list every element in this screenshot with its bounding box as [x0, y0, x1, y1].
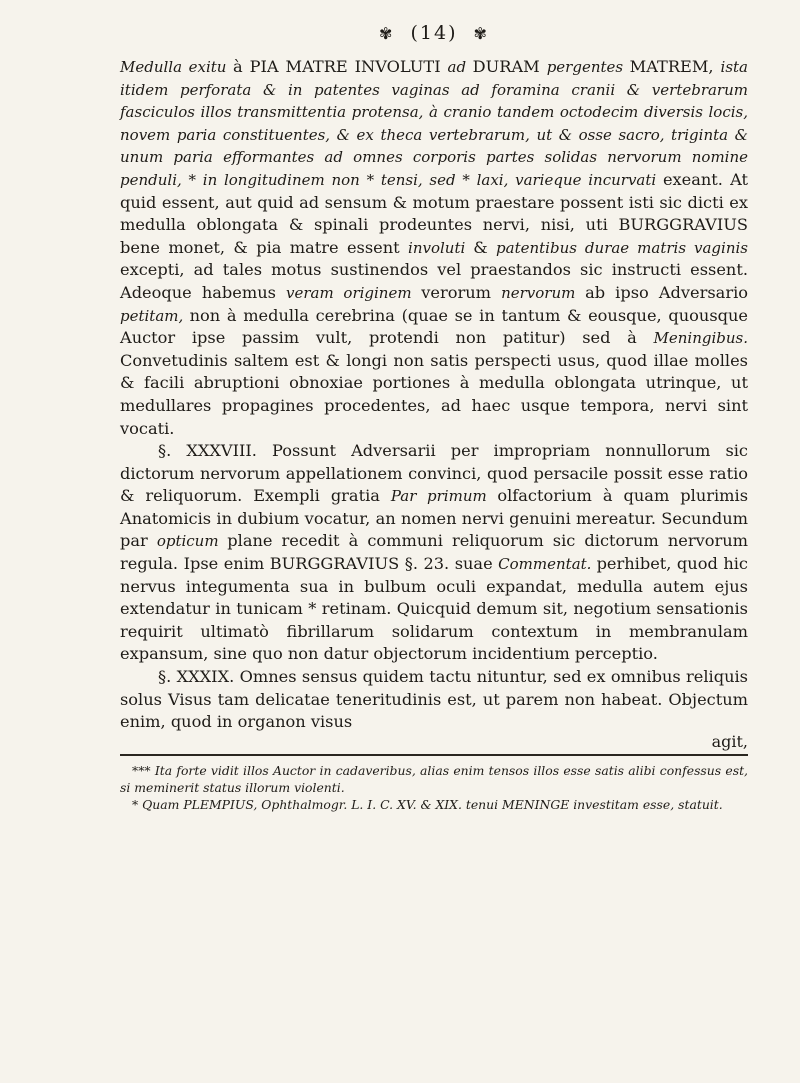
italic-run: patentibus durae matris vaginis [496, 238, 748, 257]
text-run: non à medulla cerebrina (quae se in tantum & eousque, quousque Auctor ipse passim vult, protendi non patitur) sed à [120, 305, 748, 348]
text-run: olfactorium à quam plurimis Anatomicis in dubium vocatur, an nomen nervi genuini mereatur. Secundum par [120, 486, 749, 551]
text-run: plane recedit à communi reliquorum sic dictorum nervorum regula. Ipse enim BURGGRAVIUS §. 23. suae [120, 531, 748, 574]
printer-ornament-icon: ✾ [473, 24, 489, 43]
text-run: MATREM, [629, 57, 721, 76]
italic-run: opticum [156, 532, 228, 551]
footnotes [120, 762, 748, 813]
italic-run: Meningibus. [653, 329, 748, 348]
text-run: §. XXXIX. Omnes sensus quidem tactu nituntur, sed ex omnibus reliquis solus Visus tam delicatae teneritudinis est, ut parem non habeat. Objectum enim, quod in organon visus [120, 667, 748, 732]
page-header [120, 22, 748, 56]
footnote-divider [120, 754, 748, 756]
italic-run: ista itidem perforata & in patentes vaginas ad foramina cranii & vertebrarum fasciculos illos transmittentia protensa, à cranio tandem octodecim diversis locis, novem paria constituentes, & ex theca vertebrarum, ut & osse sacro, triginta & unum paria efformantes ad omnes corporis partes solidas nervorum nomine penduli, * in longitudinem non * tensi, sed * laxi, varieque incurvati [120, 58, 748, 189]
text-run: & [473, 237, 497, 257]
italic-run: veram originem [286, 283, 422, 302]
footnote: * Quam PLEMPIUS, Ophthalmogr. L. I. C. XV. & XIX. tenui MENINGE investitam esse, statuit. [132, 796, 723, 812]
italic-run: ad [447, 58, 473, 76]
paragraph [120, 56, 748, 440]
italic-run: petitam, [120, 306, 190, 325]
italic-run: Medulla [120, 58, 183, 76]
section-paragraph [120, 440, 748, 666]
text-run: excepti, ad tales motus sustinendos vel praestandos sic instructi essent. Adeoque habemus [120, 260, 748, 302]
text-run: Convetudinis saltem est & longi non satis perspecti usus, quod illae molles & facili abruptioni obnoxiae portiones à medulla oblongata utrinque, ut medullares propagines procedentes, ad haec usque tempora, nervi sint vocati. [120, 350, 748, 438]
text-run: perhibet, quod hic nervus integumenta sua in bulbum oculi expandat, medulla autem ejus extendatur in tunicam * retinam. Quicquid demum sit, negotium sensationis requirit ultimatò fibrillarum solidarum contextum in membranulam expansum, sine quo non datur objectorum incidentium perceptio. [120, 554, 748, 664]
main-text [120, 56, 748, 734]
text-run: à PIA MATRE INVOLUTI [233, 57, 448, 76]
text-run: exeant. At quid essent, aut quid ad sensum & motum praestare possent isti sic dicti ex medulla oblongata & spinali prodeuntes nervi, nisi, uti BURGGRAVIUS bene monet, & pia matre essent [120, 169, 748, 257]
italic-run: Par primum [390, 487, 498, 506]
footnote: *** Ita forte vidit illos Auctor in cadaveribus, alias enim tensos illos esse satis alibi confessus est, si meminerit status illorum violenti. [120, 762, 748, 795]
text-run: DURAM [472, 57, 547, 76]
catchword: agit, [711, 731, 748, 751]
text-run: ab ipso Adversario [585, 282, 748, 302]
page-number: (14) [410, 22, 458, 44]
italic-run: involuti [408, 238, 474, 257]
italic-run: nervorum [501, 283, 586, 302]
italic-run: pergentes [546, 58, 630, 76]
printer-ornament-icon: ✾ [379, 24, 395, 43]
italic-run: exitu [182, 58, 234, 76]
text-run: §. XXXVIII. Possunt Adversarii per impropriam nonnullorum sic dictorum nervorum appellationem convinci, quod persacile possit esse ratio & reliquorum. Exempli gratia [120, 441, 748, 506]
text-run: verorum [421, 282, 502, 302]
italic-run: Commentat. [498, 555, 597, 574]
section-paragraph [120, 666, 748, 734]
book-page [120, 22, 748, 813]
